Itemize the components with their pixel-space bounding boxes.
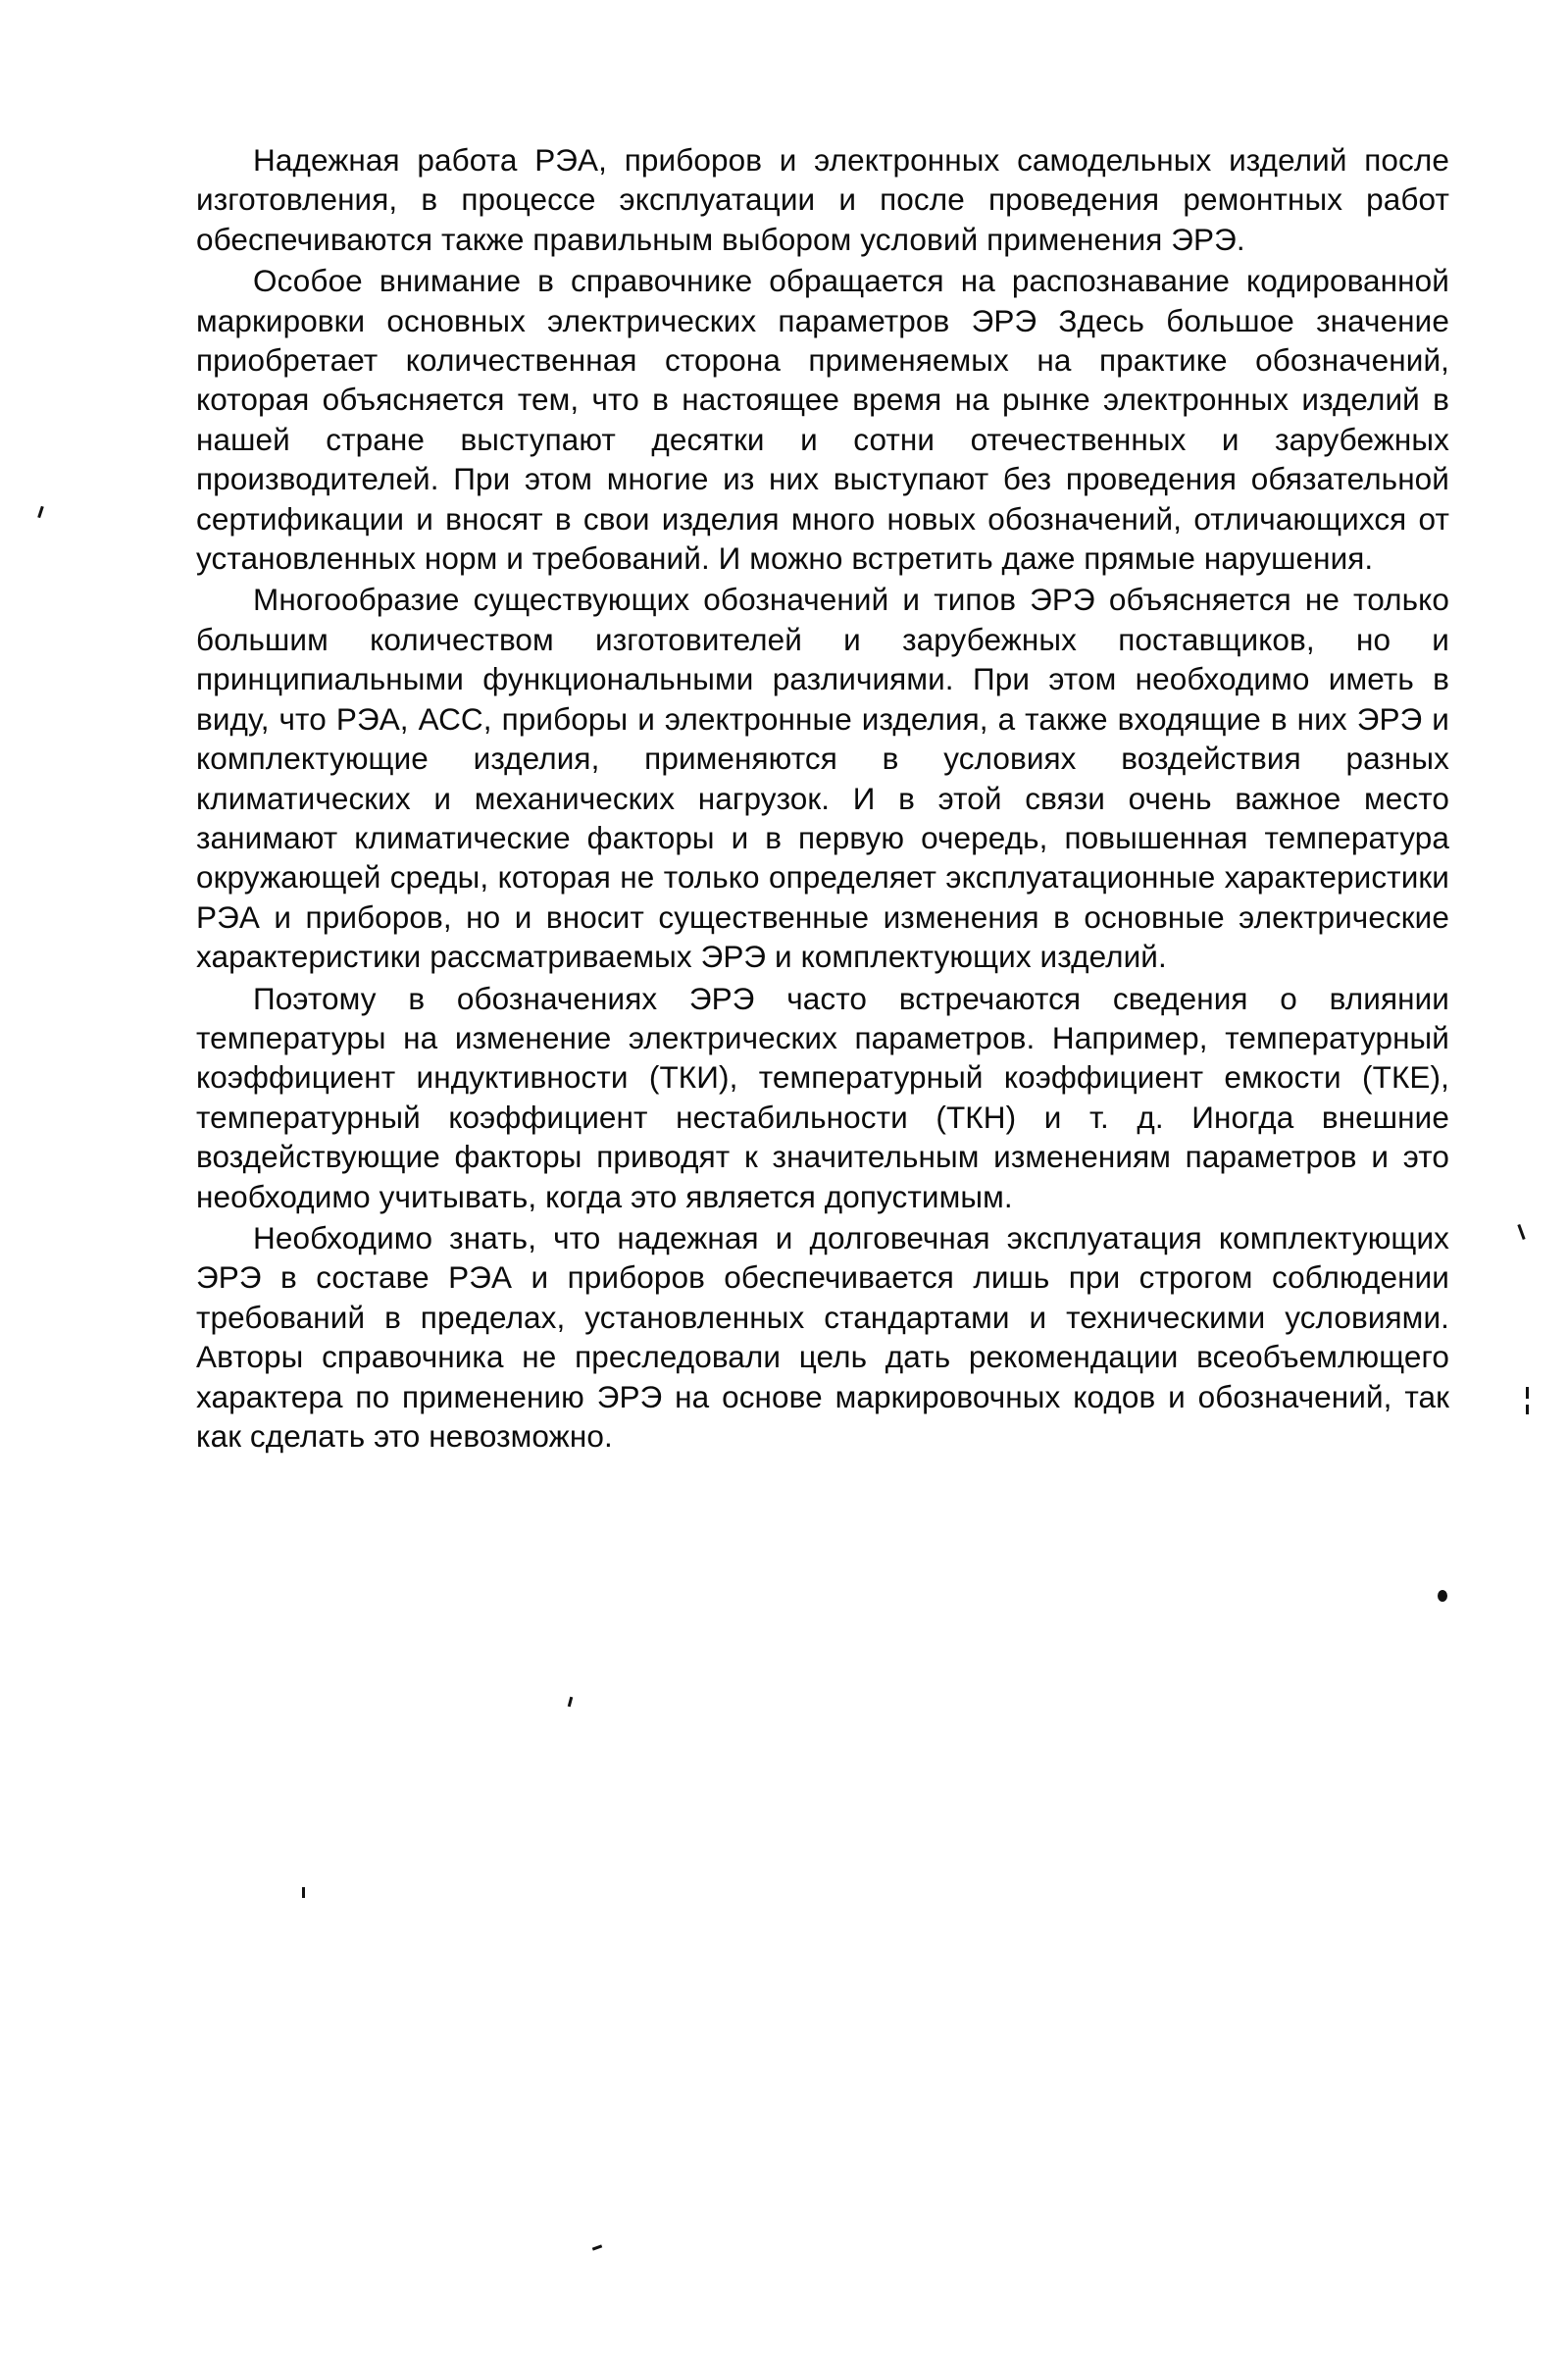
paragraph-5: Необходимо знать, что надежная и долговечная эксплуатация комплектующих ЭРЭ в составе РЭА и приборов обеспечивается лишь при строгом соблюдении требований в пределах, установленных стандартами и техническими условиями. Авторы справочника не преследовали цель дать рекомендации всеобъемлющего характера по применению ЭРЭ на основе маркировочных кодов и обозначений, так как сделать это невозможно. — [196, 1219, 1449, 1454]
scan-speck — [568, 1697, 573, 1707]
paragraph-2: Особое внимание в справочнике обращается на распознавание кодированной маркировки основных электрических параметров ЭРЭ Здесь большое значение приобретает количественная сторона применяемых на практике обозначений, которая объясняется тем, что в настоящее время на рынке электронных изделий в нашей стране выступают десятки и сотни отечественных и зарубежных производителей. При этом многие из них выступают без проведения обязательной сертификации и вносят в свои изделия много новых обозначений, отличающихся от установленных норм и требований. И можно встретить даже прямые нарушения. — [196, 263, 1449, 577]
scan-speck — [1438, 1590, 1447, 1602]
paragraph-4: Поэтому в обозначениях ЭРЭ часто встречаются сведения о влиянии температуры на изменение электрических параметров. Например, температурный коэффициент индуктивности (ТКИ), температурный коэффициент емкости (ТКЕ), температурный коэффициент нестабильности (ТКН) и т. д. Иногда внешние воздействующие факторы приводят к значительным изменениям параметров и это необходимо учитывать, когда это является допустимым. — [196, 980, 1449, 1214]
body-text — [196, 140, 1449, 1456]
scan-speck — [1526, 1405, 1529, 1414]
scan-speck — [302, 1887, 305, 1898]
scan-speck — [592, 2244, 602, 2250]
scan-speck — [1526, 1387, 1529, 1399]
paragraph-3: Многообразие существующих обозначений и типов ЭРЭ объясняется не только большим количеством изготовителей и зарубежных поставщиков, но и принципиальными функциональными различиями. При этом необходимо иметь в виду, что РЭА, АСС, приборы и электронные изделия, а также входящие в них ЭРЭ и комплектующие изделия, применяются в условиях воздействия разных климатических и механических нагрузок. И в этой связи очень важное место занимают климатические факторы и в первую очередь, повышенная температура окружающей среды, которая не только определяет эксплуатационные характеристики РЭА и приборов, но и вносит существенные изменения в основные электрические характеристики рассматриваемых ЭРЭ и комплектующих изделий. — [196, 582, 1449, 975]
paragraph-1: Надежная работа РЭА, приборов и электронных самодельных изделий после изготовления, в процессе эксплуатации и после проведения ремонтных работ обеспечиваются также правильным выбором условий применения ЭРЭ. — [196, 142, 1449, 257]
scan-speck — [1517, 1224, 1525, 1240]
scan-speck — [37, 506, 44, 518]
